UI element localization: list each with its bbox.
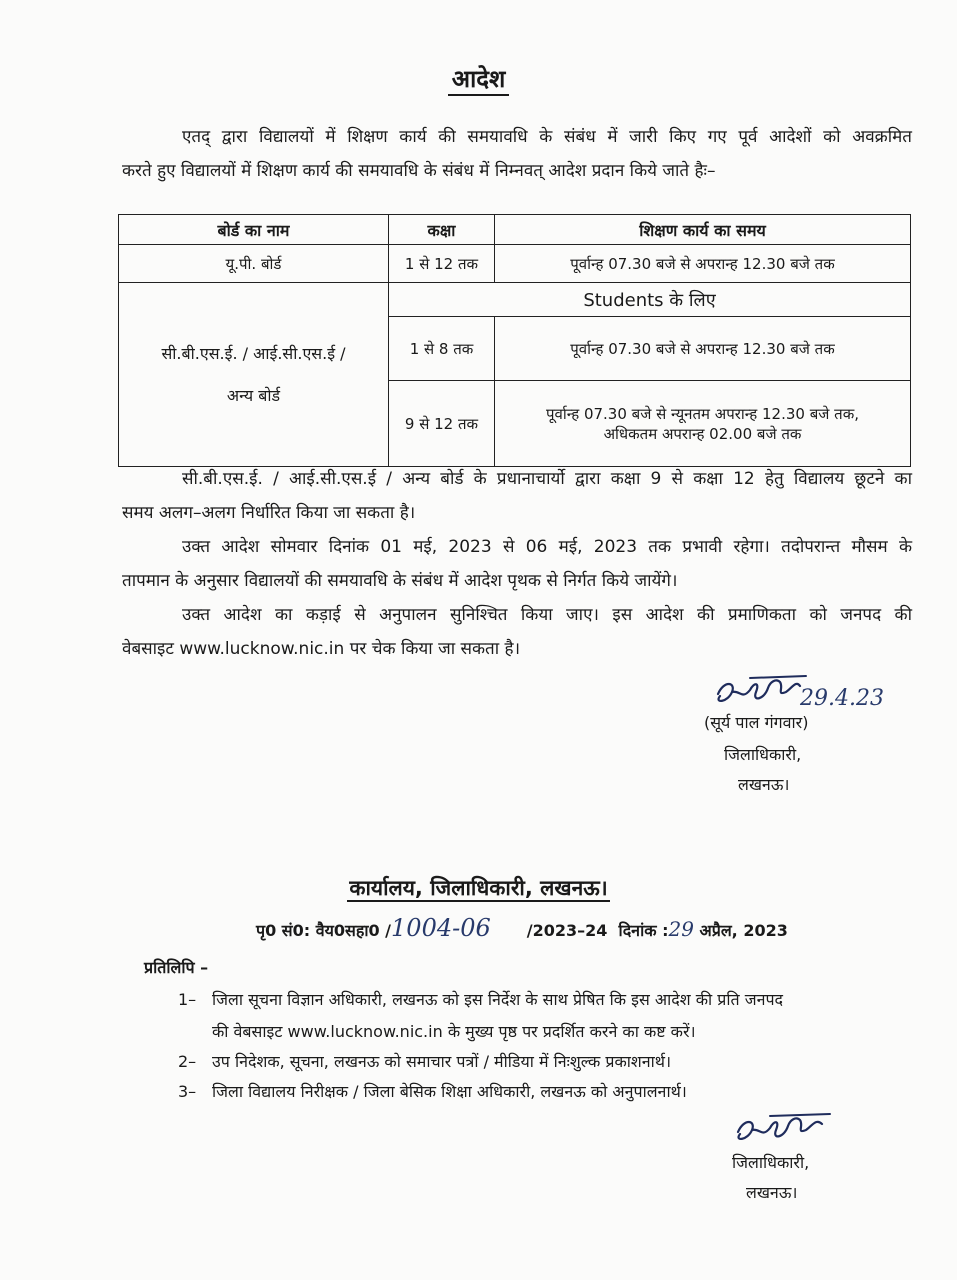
signature-2-designation: जिलाधिकारी,	[732, 1153, 810, 1172]
header-time: शिक्षण कार्य का समय	[495, 215, 911, 245]
office-title: कार्यालय, जिलाधिकारी, लखनऊ।	[349, 876, 608, 900]
signatory-place: लखनऊ।	[738, 775, 790, 794]
signatory-designation: जिलाधिकारी,	[724, 745, 802, 764]
reference-day: 29	[668, 917, 694, 941]
reference-number: 1004-06	[391, 914, 491, 942]
signatory-name: (सूर्य पाल गंगवार)	[704, 713, 809, 732]
cbse-board-name: सी.बी.एस.ई. / आई.सी.एस.ई / अन्य बोर्ड	[119, 283, 389, 467]
cbse-time-9-12: पूर्वान्ह 07.30 बजे से न्यूनतम अपरान्ह 12.30 बजे तक, अधिकतम अपरान्ह 02.00 बजे तक	[495, 381, 911, 467]
signature-1-date: 29.4.23	[800, 686, 884, 711]
students-label: Students के लिए	[389, 283, 911, 317]
paragraph-compliance: उक्त आदेश का कड़ाई से अनुपालन सुनिश्चित किया जाए। इस आदेश की प्रमाणिकता को जनपद की वेबसाइट www.lucknow.nic.in पर चेक किया जा सकता है।	[122, 605, 912, 659]
signature-2-place: लखनऊ।	[746, 1183, 798, 1202]
signature-2	[730, 1104, 870, 1152]
timing-table	[118, 214, 911, 467]
cbse-class-1-8: 1 से 8 तक	[389, 317, 495, 381]
up-board-name: यू.पी. बोर्ड	[119, 245, 389, 283]
list-item: 3– जिला विद्यालय निरीक्षक / जिला बेसिक शिक्षा अधिकारी, लखनऊ को अनुपालनार्थ।	[178, 1082, 687, 1101]
list-item: 1– जिला सूचना विज्ञान अधिकारी, लखनऊ को इस निर्देश के साथ प्रेषित कि इस आदेश की प्रति जनपद की वेबसाइट www.lucknow.nic.in के मुख्य पृष्ठ पर प्रदर्शित करने का कष्ट करें।	[178, 990, 784, 1041]
list-item: 2– उप निदेशक, सूचना, लखनऊ को समाचार पत्रों / मीडिया में निःशुल्क प्रकाशनार्थ।	[178, 1052, 672, 1071]
table-row	[119, 283, 911, 317]
table-row	[119, 245, 911, 283]
document-title: आदेश	[0, 62, 957, 95]
header-class: कक्षा	[389, 215, 495, 245]
table-header-row	[119, 215, 911, 245]
copy-to-heading: प्रतिलिपि –	[144, 958, 209, 977]
paragraph-effective-dates: उक्त आदेश सोमवार दिनांक 01 मई, 2023 से 06 मई, 2023 तक प्रभावी रहेगा। तदोपरान्त मौसम के तापमान के अनुसार विद्यालयों की समयावधि के संबंध में आदेश पृथक से निर्गत किये जायेंगे।	[122, 537, 912, 591]
up-board-class: 1 से 12 तक	[389, 245, 495, 283]
intro-paragraph: एतद् द्वारा विद्यालयों में शिक्षण कार्य की समयावधि के संबंध में जारी किए गए पूर्व आदेशों को अवक्रमित करते हुए विद्यालयों में शिक्षण कार्य की समयावधि के संबंध में निम्नवत् आदेश प्रदान किये जाते हैः–	[122, 127, 912, 181]
cbse-time-1-8: पूर्वान्ह 07.30 बजे से अपरान्ह 12.30 बजे तक	[495, 317, 911, 381]
paragraph-release-time: सी.बी.एस.ई. / आई.सी.एस.ई / अन्य बोर्ड के प्रधानाचार्यो द्वारा कक्षा 9 से कक्षा 12 हेतु विद्यालय छूटने का समय अलग–अलग निर्धारित किया जा सकता है।	[122, 469, 912, 523]
reference-line: पृ0 सं0: वैय0सहा0 /1004-06 /2023–24 दिनांक :29 अप्रैल, 2023	[256, 914, 788, 942]
cbse-class-9-12: 9 से 12 तक	[389, 381, 495, 467]
header-board: बोर्ड का नाम	[119, 215, 389, 245]
up-board-time: पूर्वान्ह 07.30 बजे से अपरान्ह 12.30 बजे तक	[495, 245, 911, 283]
